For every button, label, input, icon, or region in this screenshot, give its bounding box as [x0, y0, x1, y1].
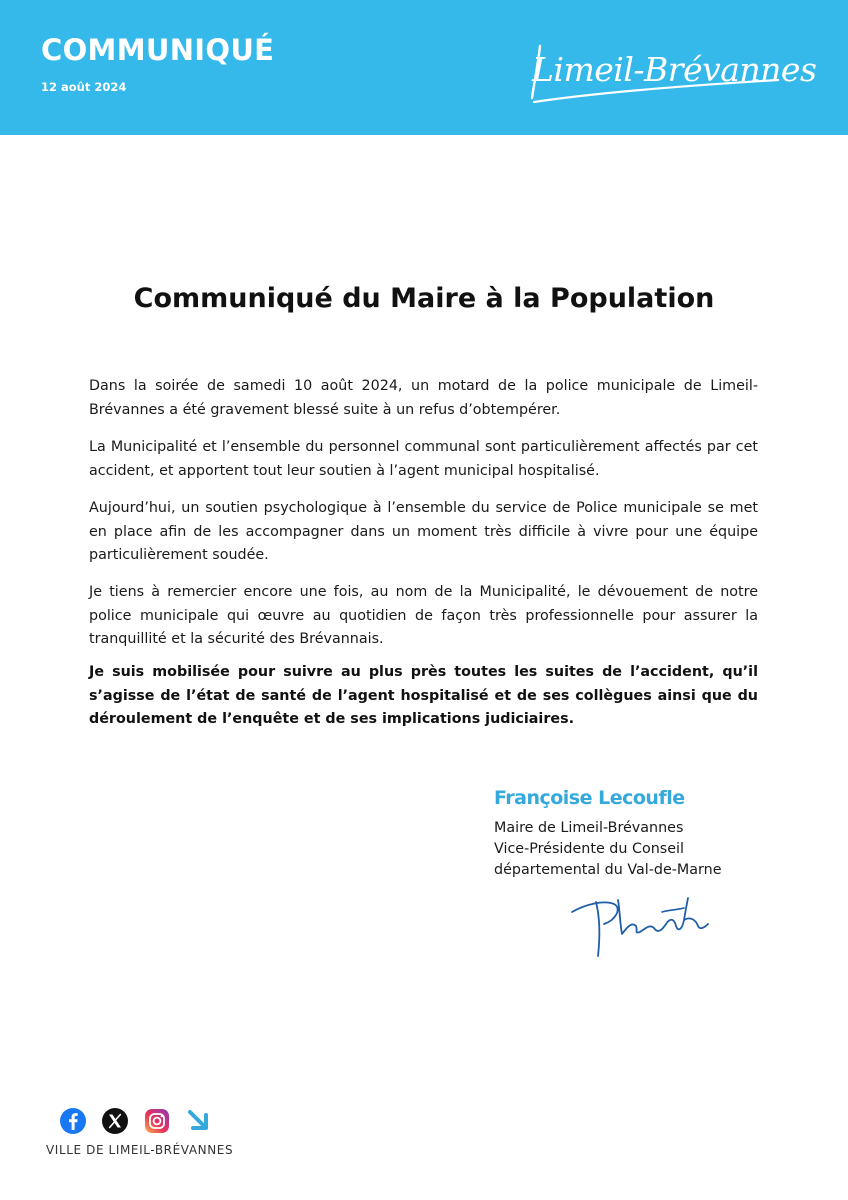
signatory-role-3: départemental du Val-de-Marne [494, 862, 722, 878]
document-title: Communiqué du Maire à la Population [133, 283, 715, 314]
city-logo [528, 36, 817, 106]
facebook-icon[interactable] [58, 1106, 88, 1136]
paragraph-1: Dans la soirée de samedi 10 août 2024, un motard de la police municipale de Limeil-Brévannes a été gravement blessé suite à un refus d’obtempérer. [89, 378, 758, 418]
paragraph-4: Je tiens à remercier encore une fois, au nom de la Municipalité, le dévouement de notre police municipale qui œuvre au quotidien de façon très professionnelle pour assurer la tranquillité et la sécurité des Brévannais. [89, 584, 758, 647]
signatory-name: Françoise Lecoufle [494, 787, 685, 809]
paragraph-5-bold: Je suis mobilisée pour suivre au plus près toutes les suites de l’accident, qu’il s’agisse de l’état de santé de l’agent hospitalisé et de ses collègues ainsi que du déroulement de l’enquête et de ses implications judiciaires. [89, 664, 758, 727]
paragraph-3: Aujourd’hui, un soutien psychologique à l’ensemble du service de Police municipale se met en place afin de les accompagner dans un moment très difficile à vivre pour une équipe particulièrement soudée. [89, 500, 758, 563]
footer-city-label: VILLE DE LIMEIL-BRÉVANNES [46, 1143, 234, 1157]
arrow-down-right-icon[interactable] [184, 1106, 214, 1136]
handwritten-signature [566, 890, 716, 962]
signatory-role-2: Vice-Présidente du Conseil [494, 841, 684, 857]
signatory-role-1: Maire de Limeil-Brévannes [494, 820, 684, 836]
paragraph-2: La Municipalité et l’ensemble du personnel communal sont particulièrement affectés par cet accident, et apportent tout leur soutien à l’agent municipal hospitalisé. [89, 439, 758, 479]
header-banner [0, 0, 848, 135]
x-icon[interactable] [100, 1106, 130, 1136]
logo-text: Limeil-Brévannes [532, 50, 817, 89]
instagram-icon[interactable] [142, 1106, 172, 1136]
social-links [58, 1106, 214, 1136]
banner-date: 12 août 2024 [41, 80, 127, 94]
banner-title: COMMUNIQUÉ [41, 33, 275, 67]
